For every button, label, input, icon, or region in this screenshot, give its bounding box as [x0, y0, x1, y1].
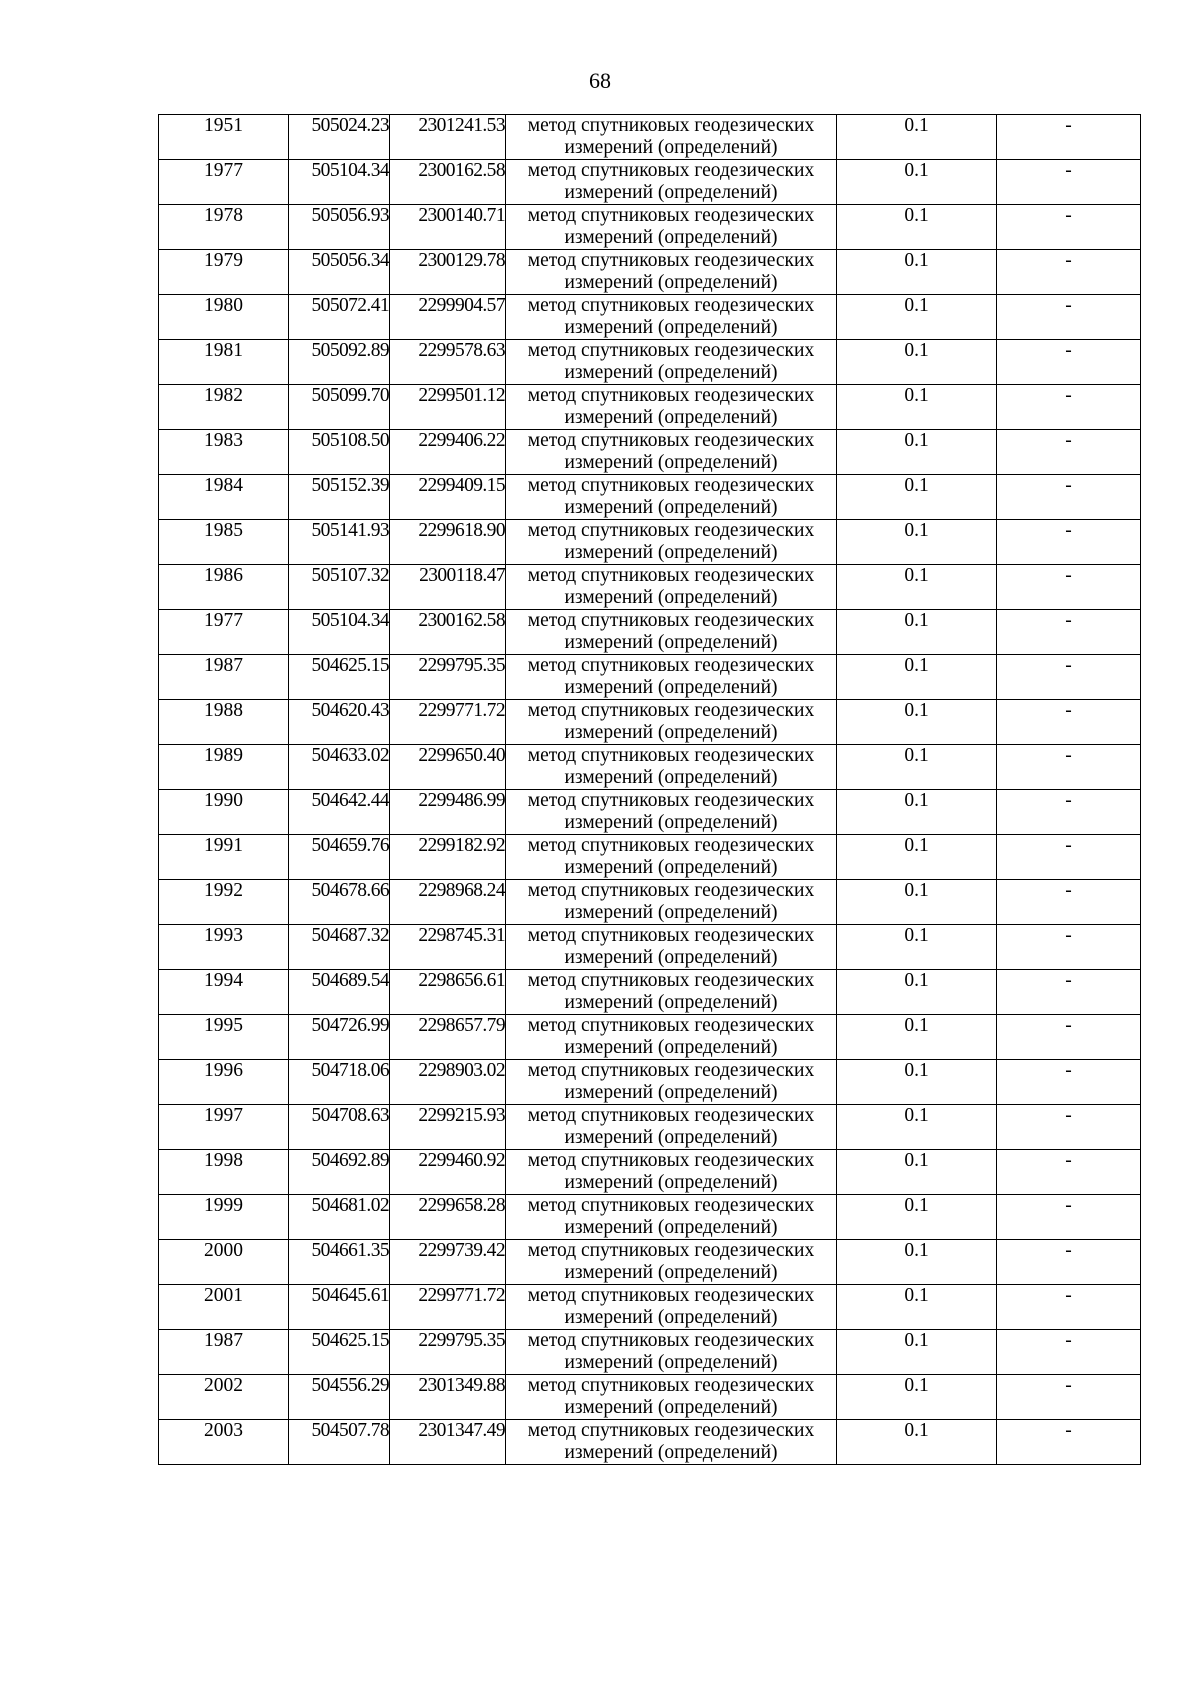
y-coordinate-cell: 2299182.92	[390, 835, 506, 880]
method-line-2: измерений (определений)	[564, 902, 778, 923]
method-line-2: измерений (определений)	[564, 407, 778, 428]
point-number-cell: 2003	[159, 1420, 289, 1465]
method-line-2: измерений (определений)	[564, 497, 778, 518]
x-coordinate-cell: 504708.63	[289, 1105, 390, 1150]
point-number-cell: 1978	[159, 205, 289, 250]
method-line-2: измерений (определений)	[564, 452, 778, 473]
x-coordinate-cell: 504687.32	[289, 925, 390, 970]
y-coordinate-cell: 2298656.61	[390, 970, 506, 1015]
table-row	[159, 1375, 1141, 1420]
y-coordinate-cell: 2299771.72	[390, 1285, 506, 1330]
method-cell	[506, 925, 837, 970]
table-row	[159, 880, 1141, 925]
method-cell	[506, 160, 837, 205]
method-line-1: метод спутниковых геодезических	[527, 610, 815, 631]
table-row	[159, 340, 1141, 385]
method-cell	[506, 700, 837, 745]
point-number-cell: 1992	[159, 880, 289, 925]
method-line-2: измерений (определений)	[564, 632, 778, 653]
method-line-2: измерений (определений)	[564, 1397, 778, 1418]
page-number: 68	[589, 68, 611, 93]
method-line-1: метод спутниковых геодезических	[527, 700, 815, 721]
method-cell	[506, 1015, 837, 1060]
x-coordinate-cell: 505152.39	[289, 475, 390, 520]
description-cell: -	[997, 880, 1141, 925]
point-number-cell: 1997	[159, 1105, 289, 1150]
method-cell	[506, 565, 837, 610]
accuracy-cell: 0.1	[837, 1285, 997, 1330]
method-line-2: измерений (определений)	[564, 182, 778, 203]
method-line-1: метод спутниковых геодезических	[527, 115, 815, 136]
x-coordinate-cell: 505056.93	[289, 205, 390, 250]
point-number-cell: 1984	[159, 475, 289, 520]
accuracy-cell: 0.1	[837, 1015, 997, 1060]
method-cell	[506, 385, 837, 430]
method-line-1: метод спутниковых геодезических	[527, 745, 815, 766]
method-cell	[506, 745, 837, 790]
y-coordinate-cell: 2300162.58	[390, 610, 506, 655]
point-number-cell: 1977	[159, 160, 289, 205]
method-line-1: метод спутниковых геодезических	[527, 1150, 815, 1171]
accuracy-cell: 0.1	[837, 970, 997, 1015]
x-coordinate-cell: 505056.34	[289, 250, 390, 295]
method-line-1: метод спутниковых геодезических	[527, 1015, 815, 1036]
table-row	[159, 1285, 1141, 1330]
accuracy-cell: 0.1	[837, 430, 997, 475]
x-coordinate-cell: 505141.93	[289, 520, 390, 565]
method-line-1: метод спутниковых геодезических	[527, 295, 815, 316]
accuracy-cell: 0.1	[837, 1195, 997, 1240]
method-cell	[506, 430, 837, 475]
method-line-2: измерений (определений)	[564, 767, 778, 788]
table-row	[159, 1060, 1141, 1105]
y-coordinate-cell: 2299795.35	[390, 1330, 506, 1375]
x-coordinate-cell: 505107.32	[289, 565, 390, 610]
description-cell: -	[997, 430, 1141, 475]
method-cell	[506, 1285, 837, 1330]
point-number-cell: 1986	[159, 565, 289, 610]
method-cell	[506, 205, 837, 250]
y-coordinate-cell: 2299486.99	[390, 790, 506, 835]
y-coordinate-cell: 2298968.24	[390, 880, 506, 925]
y-coordinate-cell: 2299904.57	[390, 295, 506, 340]
y-coordinate-cell: 2298657.79	[390, 1015, 506, 1060]
table-row	[159, 1195, 1141, 1240]
accuracy-cell: 0.1	[837, 700, 997, 745]
method-line-1: метод спутниковых геодезических	[527, 880, 815, 901]
method-line-2: измерений (определений)	[564, 1037, 778, 1058]
description-cell: -	[997, 925, 1141, 970]
method-line-1: метод спутниковых геодезических	[527, 790, 815, 811]
table-row	[159, 1150, 1141, 1195]
accuracy-cell: 0.1	[837, 880, 997, 925]
table-row	[159, 250, 1141, 295]
method-line-1: метод спутниковых геодезических	[527, 520, 815, 541]
description-cell: -	[997, 1375, 1141, 1420]
x-coordinate-cell: 504678.66	[289, 880, 390, 925]
accuracy-cell: 0.1	[837, 610, 997, 655]
y-coordinate-cell: 2298903.02	[390, 1060, 506, 1105]
accuracy-cell: 0.1	[837, 1105, 997, 1150]
y-coordinate-cell: 2299658.28	[390, 1195, 506, 1240]
accuracy-cell: 0.1	[837, 340, 997, 385]
point-number-cell: 1987	[159, 1330, 289, 1375]
x-coordinate-cell: 505104.34	[289, 610, 390, 655]
method-line-1: метод спутниковых геодезических	[527, 835, 815, 856]
y-coordinate-cell: 2299650.40	[390, 745, 506, 790]
method-line-2: измерений (определений)	[564, 272, 778, 293]
accuracy-cell: 0.1	[837, 790, 997, 835]
method-line-2: измерений (определений)	[564, 1127, 778, 1148]
accuracy-cell: 0.1	[837, 160, 997, 205]
accuracy-cell: 0.1	[837, 1420, 997, 1465]
method-cell	[506, 655, 837, 700]
table-row	[159, 385, 1141, 430]
table-row	[159, 115, 1141, 160]
point-number-cell: 1994	[159, 970, 289, 1015]
method-cell	[506, 1060, 837, 1105]
accuracy-cell: 0.1	[837, 925, 997, 970]
description-cell: -	[997, 610, 1141, 655]
description-cell: -	[997, 565, 1141, 610]
point-number-cell: 1991	[159, 835, 289, 880]
y-coordinate-cell: 2299501.12	[390, 385, 506, 430]
description-cell: -	[997, 1150, 1141, 1195]
table-row	[159, 1420, 1141, 1465]
method-line-1: метод спутниковых геодезических	[527, 1240, 815, 1261]
accuracy-cell: 0.1	[837, 385, 997, 430]
y-coordinate-cell: 2299771.72	[390, 700, 506, 745]
description-cell: -	[997, 790, 1141, 835]
y-coordinate-cell: 2300140.71	[390, 205, 506, 250]
table-row	[159, 835, 1141, 880]
x-coordinate-cell: 505108.50	[289, 430, 390, 475]
x-coordinate-cell: 504689.54	[289, 970, 390, 1015]
method-line-1: метод спутниковых геодезических	[527, 1195, 815, 1216]
point-number-cell: 1980	[159, 295, 289, 340]
accuracy-cell: 0.1	[837, 565, 997, 610]
accuracy-cell: 0.1	[837, 835, 997, 880]
method-line-1: метод спутниковых геодезических	[527, 340, 815, 361]
y-coordinate-cell: 2299739.42	[390, 1240, 506, 1285]
accuracy-cell: 0.1	[837, 1060, 997, 1105]
y-coordinate-cell: 2299795.35	[390, 655, 506, 700]
method-line-2: измерений (определений)	[564, 1172, 778, 1193]
description-cell: -	[997, 1285, 1141, 1330]
method-cell	[506, 1195, 837, 1240]
y-coordinate-cell: 2300118.47	[390, 565, 506, 610]
method-line-1: метод спутниковых геодезических	[527, 475, 815, 496]
description-cell: -	[997, 1420, 1141, 1465]
method-line-1: метод спутниковых геодезических	[527, 1060, 815, 1081]
x-coordinate-cell: 504692.89	[289, 1150, 390, 1195]
method-cell	[506, 880, 837, 925]
description-cell: -	[997, 835, 1141, 880]
method-cell	[506, 1105, 837, 1150]
point-number-cell: 1977	[159, 610, 289, 655]
accuracy-cell: 0.1	[837, 295, 997, 340]
accuracy-cell: 0.1	[837, 745, 997, 790]
x-coordinate-cell: 504642.44	[289, 790, 390, 835]
method-cell	[506, 790, 837, 835]
x-coordinate-cell: 504633.02	[289, 745, 390, 790]
table-row	[159, 295, 1141, 340]
x-coordinate-cell: 504556.29	[289, 1375, 390, 1420]
description-cell: -	[997, 1195, 1141, 1240]
method-cell	[506, 1150, 837, 1195]
x-coordinate-cell: 505092.89	[289, 340, 390, 385]
y-coordinate-cell: 2299460.92	[390, 1150, 506, 1195]
accuracy-cell: 0.1	[837, 115, 997, 160]
method-line-1: метод спутниковых геодезических	[527, 160, 815, 181]
x-coordinate-cell: 504681.02	[289, 1195, 390, 1240]
y-coordinate-cell: 2299406.22	[390, 430, 506, 475]
description-cell: -	[997, 115, 1141, 160]
table-row	[159, 925, 1141, 970]
point-number-cell: 1985	[159, 520, 289, 565]
x-coordinate-cell: 504659.76	[289, 835, 390, 880]
method-cell	[506, 1375, 837, 1420]
x-coordinate-cell: 504661.35	[289, 1240, 390, 1285]
method-line-1: метод спутниковых геодезических	[527, 970, 815, 991]
x-coordinate-cell: 504620.43	[289, 700, 390, 745]
x-coordinate-cell: 504645.61	[289, 1285, 390, 1330]
y-coordinate-cell: 2300129.78	[390, 250, 506, 295]
method-line-1: метод спутниковых геодезических	[527, 430, 815, 451]
point-number-cell: 1998	[159, 1150, 289, 1195]
method-cell	[506, 835, 837, 880]
method-line-1: метод спутниковых геодезических	[527, 925, 815, 946]
description-cell: -	[997, 475, 1141, 520]
x-coordinate-cell: 505104.34	[289, 160, 390, 205]
method-cell	[506, 1240, 837, 1285]
method-line-2: измерений (определений)	[564, 1442, 778, 1463]
x-coordinate-cell: 504507.78	[289, 1420, 390, 1465]
description-cell: -	[997, 1330, 1141, 1375]
method-cell	[506, 610, 837, 655]
method-cell	[506, 1420, 837, 1465]
table-row	[159, 700, 1141, 745]
method-cell	[506, 475, 837, 520]
accuracy-cell: 0.1	[837, 205, 997, 250]
method-line-2: измерений (определений)	[564, 1082, 778, 1103]
y-coordinate-cell: 2299618.90	[390, 520, 506, 565]
table-row	[159, 1240, 1141, 1285]
point-number-cell: 1989	[159, 745, 289, 790]
method-line-2: измерений (определений)	[564, 677, 778, 698]
table-row	[159, 430, 1141, 475]
point-number-cell: 1999	[159, 1195, 289, 1240]
description-cell: -	[997, 340, 1141, 385]
point-number-cell: 1987	[159, 655, 289, 700]
table-row	[159, 970, 1141, 1015]
method-line-2: измерений (определений)	[564, 317, 778, 338]
method-line-1: метод спутниковых геодезических	[527, 385, 815, 406]
description-cell: -	[997, 970, 1141, 1015]
y-coordinate-cell: 2299215.93	[390, 1105, 506, 1150]
method-line-1: метод спутниковых геодезических	[527, 1105, 815, 1126]
point-number-cell: 1951	[159, 115, 289, 160]
x-coordinate-cell: 504726.99	[289, 1015, 390, 1060]
accuracy-cell: 0.1	[837, 1150, 997, 1195]
x-coordinate-cell: 504718.06	[289, 1060, 390, 1105]
description-cell: -	[997, 385, 1141, 430]
description-cell: -	[997, 1015, 1141, 1060]
method-line-1: метод спутниковых геодезических	[527, 1375, 815, 1396]
method-line-2: измерений (определений)	[564, 1352, 778, 1373]
x-coordinate-cell: 505024.23	[289, 115, 390, 160]
description-cell: -	[997, 700, 1141, 745]
table-row	[159, 565, 1141, 610]
x-coordinate-cell: 505072.41	[289, 295, 390, 340]
x-coordinate-cell: 504625.15	[289, 655, 390, 700]
point-number-cell: 1981	[159, 340, 289, 385]
description-cell: -	[997, 1240, 1141, 1285]
table-row	[159, 655, 1141, 700]
accuracy-cell: 0.1	[837, 1240, 997, 1285]
method-line-2: измерений (определений)	[564, 542, 778, 563]
table-row	[159, 790, 1141, 835]
method-line-2: измерений (определений)	[564, 1307, 778, 1328]
point-number-cell: 1982	[159, 385, 289, 430]
description-cell: -	[997, 1105, 1141, 1150]
method-line-2: измерений (определений)	[564, 137, 778, 158]
description-cell: -	[997, 655, 1141, 700]
description-cell: -	[997, 205, 1141, 250]
method-line-1: метод спутниковых геодезических	[527, 250, 815, 271]
method-line-2: измерений (определений)	[564, 1262, 778, 1283]
table-row	[159, 1105, 1141, 1150]
x-coordinate-cell: 505099.70	[289, 385, 390, 430]
accuracy-cell: 0.1	[837, 1375, 997, 1420]
accuracy-cell: 0.1	[837, 520, 997, 565]
method-line-2: измерений (определений)	[564, 227, 778, 248]
method-cell	[506, 115, 837, 160]
point-number-cell: 1988	[159, 700, 289, 745]
method-line-1: метод спутниковых геодезических	[527, 565, 815, 586]
y-coordinate-cell: 2301241.53	[390, 115, 506, 160]
table-row	[159, 475, 1141, 520]
method-cell	[506, 970, 837, 1015]
y-coordinate-cell: 2299578.63	[390, 340, 506, 385]
method-cell	[506, 520, 837, 565]
method-line-1: метод спутниковых геодезических	[527, 1420, 815, 1441]
description-cell: -	[997, 745, 1141, 790]
point-number-cell: 1995	[159, 1015, 289, 1060]
point-number-cell: 1996	[159, 1060, 289, 1105]
method-cell	[506, 250, 837, 295]
y-coordinate-cell: 2300162.58	[390, 160, 506, 205]
y-coordinate-cell: 2301349.88	[390, 1375, 506, 1420]
point-number-cell: 2002	[159, 1375, 289, 1420]
method-cell	[506, 340, 837, 385]
y-coordinate-cell: 2299409.15	[390, 475, 506, 520]
coordinates-table-body	[159, 115, 1141, 1465]
method-line-2: измерений (определений)	[564, 362, 778, 383]
x-coordinate-cell: 504625.15	[289, 1330, 390, 1375]
table-row	[159, 610, 1141, 655]
accuracy-cell: 0.1	[837, 655, 997, 700]
description-cell: -	[997, 160, 1141, 205]
point-number-cell: 2001	[159, 1285, 289, 1330]
method-line-2: измерений (определений)	[564, 947, 778, 968]
method-cell	[506, 1330, 837, 1375]
description-cell: -	[997, 520, 1141, 565]
point-number-cell: 1993	[159, 925, 289, 970]
table-row	[159, 205, 1141, 250]
method-line-2: измерений (определений)	[564, 857, 778, 878]
point-number-cell: 1979	[159, 250, 289, 295]
method-line-1: метод спутниковых геодезических	[527, 1285, 815, 1306]
table-row	[159, 745, 1141, 790]
method-line-2: измерений (определений)	[564, 1217, 778, 1238]
method-line-1: метод спутниковых геодезических	[527, 655, 815, 676]
y-coordinate-cell: 2298745.31	[390, 925, 506, 970]
table-row	[159, 1015, 1141, 1060]
point-number-cell: 1990	[159, 790, 289, 835]
description-cell: -	[997, 295, 1141, 340]
method-line-2: измерений (определений)	[564, 992, 778, 1013]
coordinates-table	[158, 114, 1141, 1465]
method-line-1: метод спутниковых геодезических	[527, 1330, 815, 1351]
description-cell: -	[997, 250, 1141, 295]
description-cell: -	[997, 1060, 1141, 1105]
method-line-1: метод спутниковых геодезических	[527, 205, 815, 226]
accuracy-cell: 0.1	[837, 475, 997, 520]
y-coordinate-cell: 2301347.49	[390, 1420, 506, 1465]
method-cell	[506, 295, 837, 340]
method-line-2: измерений (определений)	[564, 722, 778, 743]
method-line-2: измерений (определений)	[564, 812, 778, 833]
method-line-2: измерений (определений)	[564, 587, 778, 608]
point-number-cell: 1983	[159, 430, 289, 475]
accuracy-cell: 0.1	[837, 1330, 997, 1375]
table-row	[159, 160, 1141, 205]
table-row	[159, 520, 1141, 565]
accuracy-cell: 0.1	[837, 250, 997, 295]
point-number-cell: 2000	[159, 1240, 289, 1285]
table-row	[159, 1330, 1141, 1375]
